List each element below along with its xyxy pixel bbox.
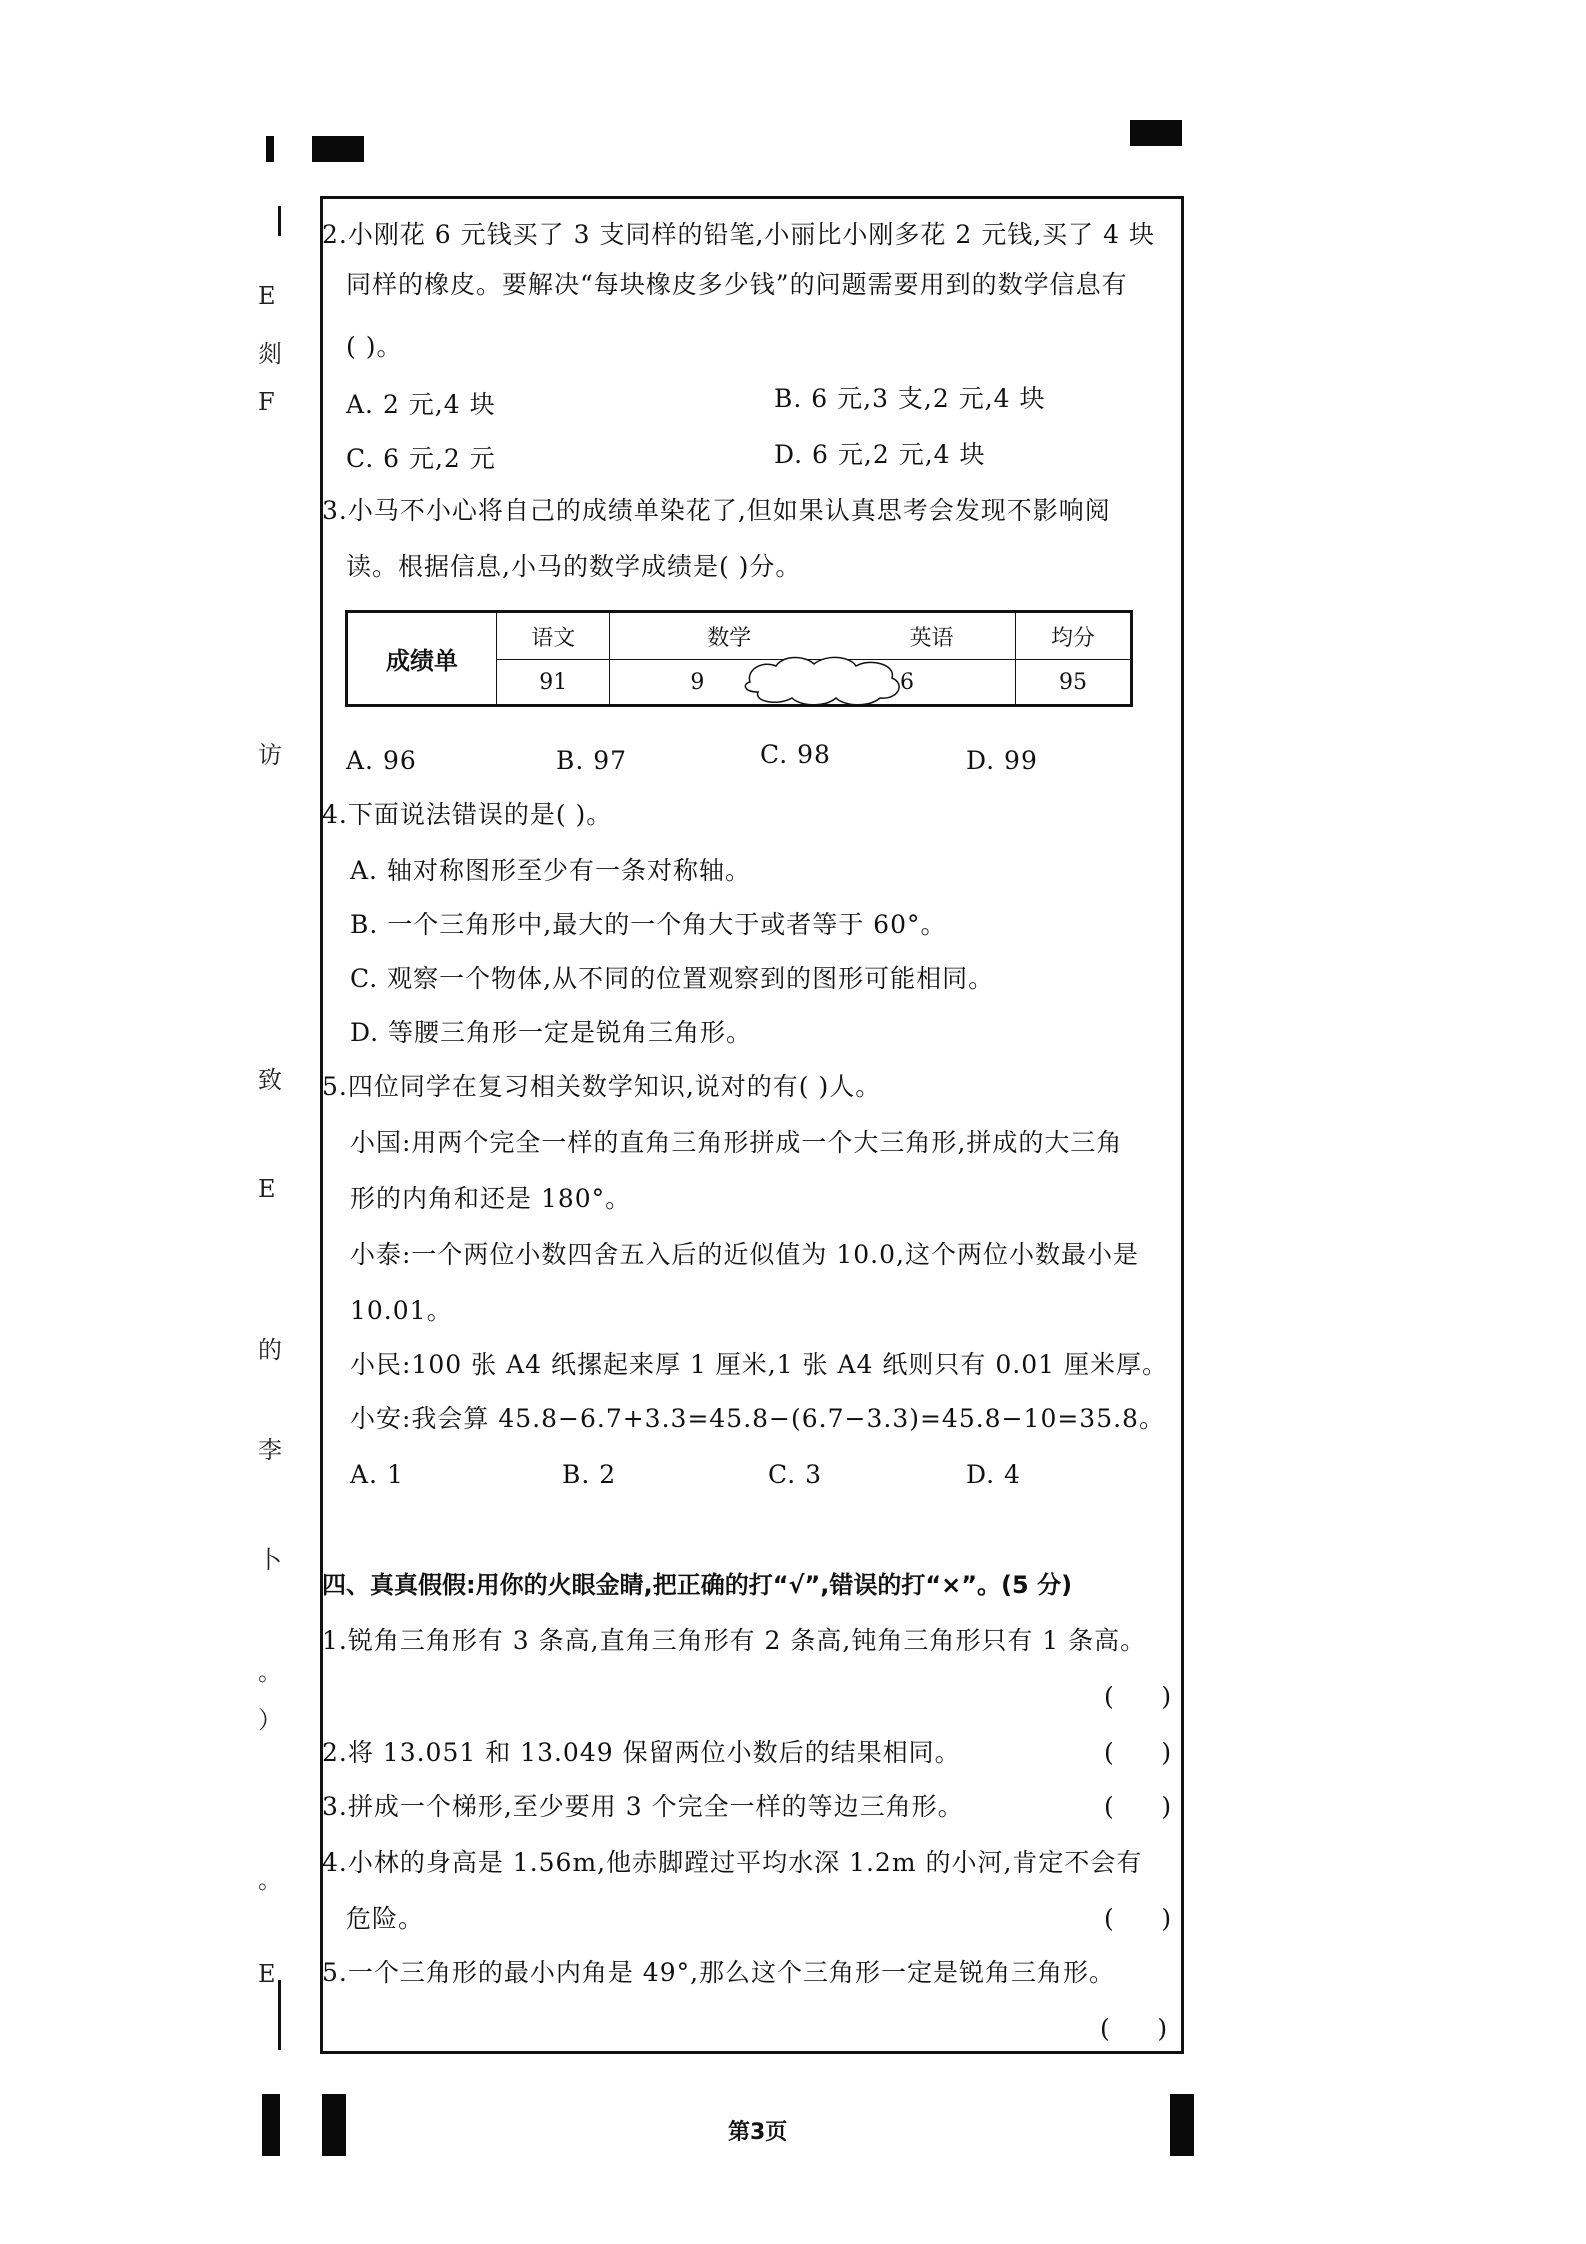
binding-line <box>278 206 281 236</box>
q2-line-1: 2.小刚花 6 元钱买了 3 支同样的铅笔,小丽比小刚多花 2 元钱,买了 4 块 <box>322 220 1155 249</box>
q3-option-b[interactable]: B. 97 <box>556 746 628 775</box>
registration-mark <box>1130 120 1182 146</box>
section-4-title: 四、真真假假:用你的火眼金睛,把正确的打“√”,错误的打“×”。(5 分) <box>322 1571 1073 1599</box>
score-table-header: 语文 <box>497 612 610 660</box>
score-table-header: 英语 <box>848 612 1016 660</box>
q4-option-d[interactable]: D. 等腰三角形一定是锐角三角形。 <box>350 1018 753 1047</box>
q4-line-1: 4.下面说法错误的是( )。 <box>322 800 613 829</box>
score-table-header: 数学 <box>610 612 848 660</box>
tf-answer-5[interactable]: ( ) <box>1100 2014 1168 2043</box>
registration-mark <box>262 2094 280 2156</box>
margin-char: 李 <box>258 1436 282 1464</box>
q4-option-b[interactable]: B. 一个三角形中,最大的一个角大于或者等于 60°。 <box>350 910 947 939</box>
margin-char: F <box>258 388 275 416</box>
margin-char: 访 <box>258 741 282 769</box>
score-table-cell-text: 6 <box>900 669 914 695</box>
tf-statement-3: 3.拼成一个梯形,至少要用 3 个完全一样的等边三角形。 <box>322 1792 964 1821</box>
q5-option-d[interactable]: D. 4 <box>966 1460 1021 1489</box>
q5-xiaotai-1: 小泰:一个两位小数四舍五入后的近似值为 10.0,这个两位小数最小是 <box>350 1240 1139 1269</box>
tf-statement-4b: 危险。 <box>346 1904 425 1933</box>
score-table-cell: 95 <box>1016 660 1132 706</box>
exam-frame <box>320 196 1184 2054</box>
q2-line-2: 同样的橡皮。要解决“每块橡皮多少钱”的问题需要用到的数学信息有 <box>346 270 1128 299</box>
binding-line <box>278 1980 281 2050</box>
registration-mark <box>266 136 274 162</box>
q5-option-b[interactable]: B. 2 <box>562 1460 617 1489</box>
score-table-cell-text: 9 <box>690 669 705 695</box>
tf-answer-3[interactable]: ( ) <box>1104 1792 1172 1821</box>
tf-answer-4[interactable]: ( ) <box>1104 1904 1172 1933</box>
tf-answer-1[interactable]: ( ) <box>1104 1682 1172 1711</box>
registration-mark <box>1170 2094 1194 2156</box>
q2-answer-blank[interactable]: ( )。 <box>346 332 403 361</box>
margin-char: 致 <box>258 1066 282 1094</box>
margin-char: E <box>258 1960 276 1988</box>
registration-mark <box>312 136 364 162</box>
q5-xiaomin: 小民:100 张 A4 纸摞起来厚 1 厘米,1 张 A4 纸则只有 0.01 厘米厚。 <box>350 1350 1168 1379</box>
tf-statement-4a: 4.小林的身高是 1.56m,他赤脚蹚过平均水深 1.2m 的小河,肯定不会有 <box>322 1848 1143 1877</box>
q5-xiaoan: 小安:我会算 45.8−6.7+3.3=45.8−(6.7−3.3)=45.8−10=35.8。 <box>350 1404 1165 1433</box>
tf-statement-5: 5.一个三角形的最小内角是 49°,那么这个三角形一定是锐角三角形。 <box>322 1958 1116 1987</box>
q3-line-1: 3.小马不小心将自己的成绩单染花了,但如果认真思考会发现不影响阅 <box>322 496 1111 525</box>
score-table-header: 均分 <box>1016 612 1132 660</box>
margin-char: 剡 <box>258 340 282 368</box>
margin-char: 。 <box>258 1866 282 1894</box>
q3-option-d[interactable]: D. 99 <box>966 746 1038 775</box>
q5-xiaotai-2: 10.01。 <box>350 1296 453 1325</box>
score-table <box>345 610 1133 707</box>
margin-char: 。 <box>258 1658 282 1686</box>
q5-line-1: 5.四位同学在复习相关数学知识,说对的有( )人。 <box>322 1072 882 1101</box>
q2-option-c[interactable]: C. 6 元,2 元 <box>346 444 496 473</box>
q4-option-a[interactable]: A. 轴对称图形至少有一条对称轴。 <box>350 856 751 885</box>
q5-xiaoguo-2: 形的内角和还是 180°。 <box>350 1184 632 1213</box>
q3-option-c[interactable]: C. 98 <box>760 740 831 769</box>
margin-char: E <box>258 1175 276 1203</box>
score-table-cell: 91 <box>497 660 610 706</box>
q5-option-a[interactable]: A. 1 <box>350 1460 404 1489</box>
tf-statement-1: 1.锐角三角形有 3 条高,直角三角形有 2 条高,钝角三角形只有 1 条高。 <box>322 1626 1147 1655</box>
ink-stain <box>740 652 910 708</box>
q2-option-d[interactable]: D. 6 元,2 元,4 块 <box>774 440 986 469</box>
q5-option-c[interactable]: C. 3 <box>768 1460 823 1489</box>
tf-statement-2: 2.将 13.051 和 13.049 保留两位小数后的结果相同。 <box>322 1738 961 1767</box>
margin-char: ） <box>258 1706 282 1734</box>
q4-option-c[interactable]: C. 观察一个物体,从不同的位置观察到的图形可能相同。 <box>350 964 995 993</box>
margin-char: E <box>258 282 276 310</box>
q3-option-a[interactable]: A. 96 <box>346 746 417 775</box>
q3-line-2: 读。根据信息,小马的数学成绩是( )分。 <box>346 552 802 581</box>
score-table-row-header: 成绩单 <box>347 612 497 706</box>
margin-char: 的 <box>258 1336 282 1364</box>
tf-answer-2[interactable]: ( ) <box>1104 1738 1172 1767</box>
q5-xiaoguo-1: 小国:用两个完全一样的直角三角形拼成一个大三角形,拼成的大三角 <box>350 1128 1123 1157</box>
margin-char: 卜 <box>258 1546 282 1574</box>
q2-option-a[interactable]: A. 2 元,4 块 <box>346 390 496 419</box>
page-number: 第3页 <box>728 2120 788 2145</box>
q2-option-b[interactable]: B. 6 元,3 支,2 元,4 块 <box>774 384 1046 413</box>
registration-mark <box>322 2094 346 2156</box>
